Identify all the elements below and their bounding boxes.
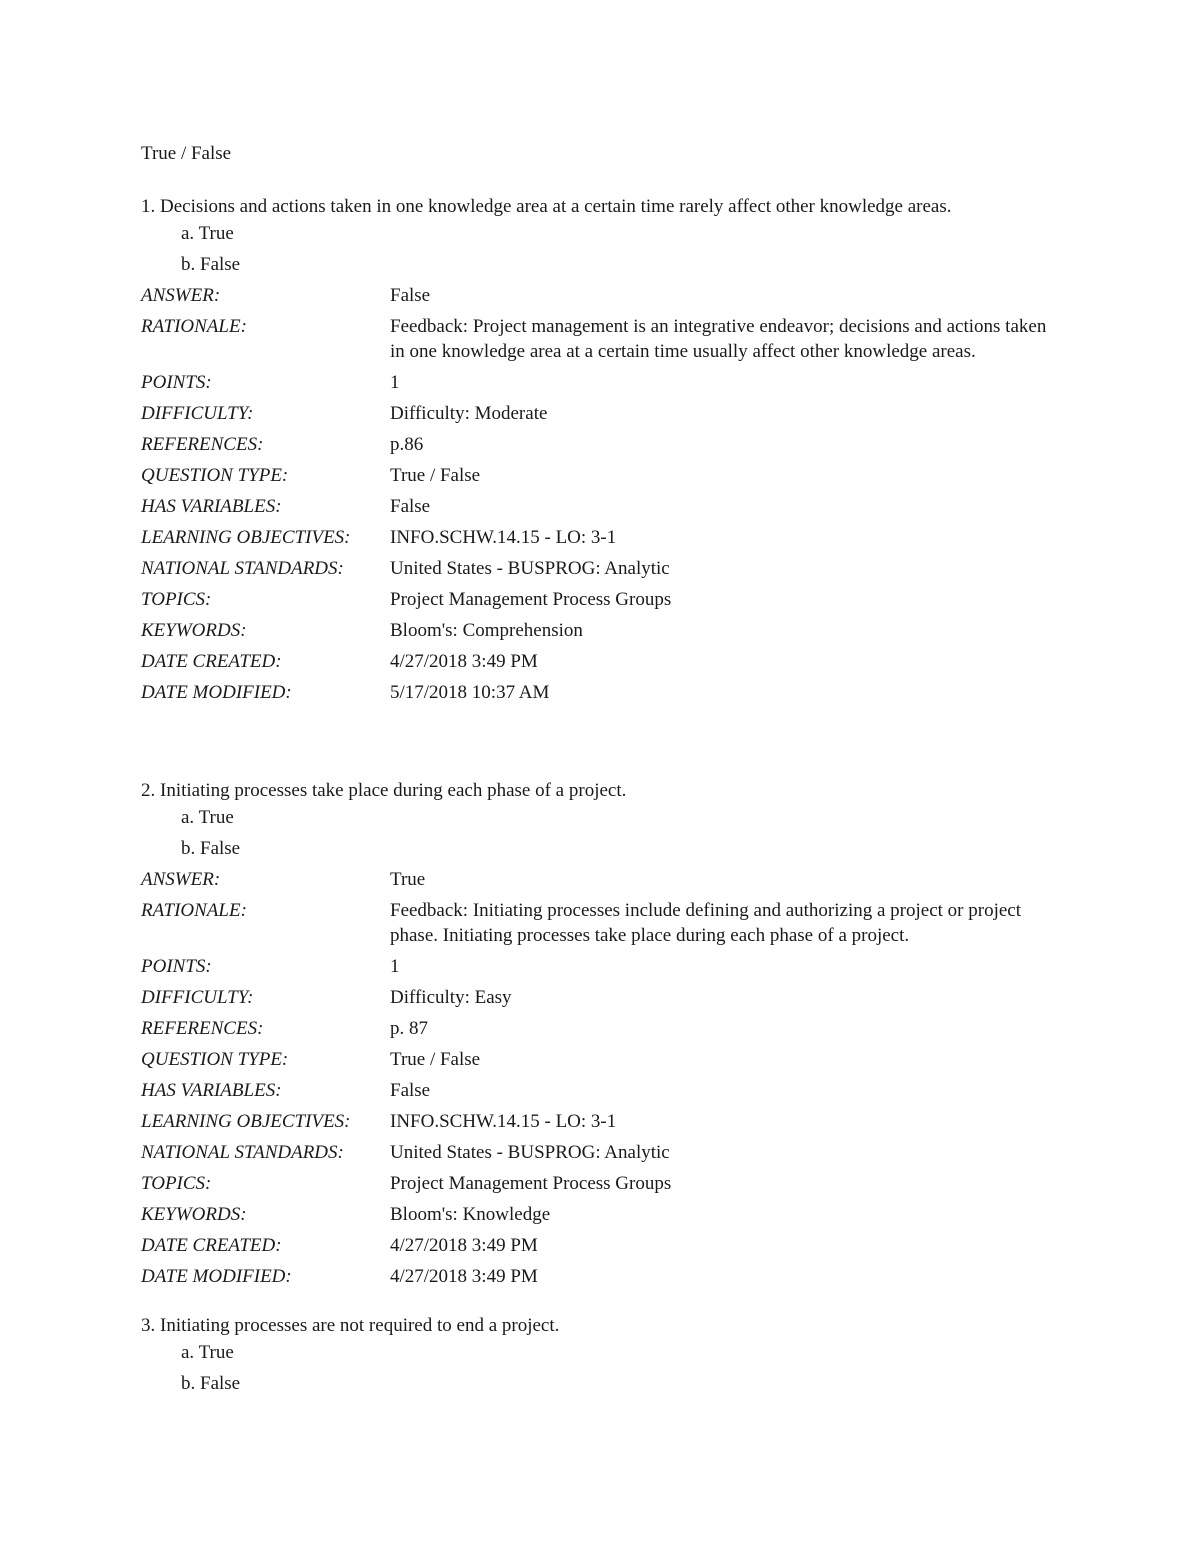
- date-modified-value: 4/27/2018 3:49 PM: [390, 1266, 538, 1287]
- question-type-value: True / False: [390, 1049, 481, 1070]
- date-created-label: DATE CREATED:: [141, 651, 282, 672]
- rationale-label: RATIONALE:: [141, 900, 247, 921]
- difficulty-value: Difficulty: Moderate: [390, 403, 548, 424]
- question-type-label: QUESTION TYPE:: [141, 465, 289, 486]
- points-label: POINTS:: [141, 956, 212, 977]
- topics-value: Project Management Process Groups: [390, 1173, 672, 1194]
- answer-label: ANSWER:: [141, 869, 221, 890]
- national-standards-value: United States - BUSPROG: Analytic: [390, 558, 670, 579]
- references-value: p.86: [390, 434, 424, 455]
- answer-label: ANSWER:: [141, 285, 221, 306]
- date-created-label: DATE CREATED:: [141, 1235, 282, 1256]
- question-text: 3. Initiating processes are not required to end a project.: [141, 1315, 560, 1336]
- points-value: 1: [390, 372, 400, 393]
- date-modified-value: 5/17/2018 10:37 AM: [390, 682, 550, 703]
- difficulty-value: Difficulty: Easy: [390, 987, 512, 1008]
- section-title: True / False: [141, 143, 232, 164]
- difficulty-label: DIFFICULTY:: [141, 403, 254, 424]
- points-value: 1: [390, 956, 400, 977]
- has-variables-label: HAS VARIABLES:: [141, 496, 282, 517]
- rationale-value: Feedback: Initiating processes include defining and authorizing a project or project phase. Initiating processes take place during each phase of a project.: [390, 900, 1022, 946]
- choice-b: b. False: [181, 838, 241, 859]
- rationale-value: Feedback: Project management is an integrative endeavor; decisions and actions taken in one knowledge area at a certain time usually affect other knowledge areas.: [390, 316, 1047, 362]
- question-text: 1. Decisions and actions taken in one knowledge area at a certain time rarely affect other knowledge areas.: [141, 196, 952, 217]
- answer-value: False: [390, 285, 431, 306]
- question-metadata: [141, 864, 1041, 1292]
- learning-objectives-label: LEARNING OBJECTIVES:: [141, 1111, 351, 1132]
- question-3: [141, 1313, 1041, 1399]
- date-modified-label: DATE MODIFIED:: [141, 682, 292, 703]
- national-standards-label: NATIONAL STANDARDS:: [141, 558, 344, 579]
- topics-label: TOPICS:: [141, 1173, 212, 1194]
- learning-objectives-label: LEARNING OBJECTIVES:: [141, 527, 351, 548]
- answer-choices: [141, 218, 1041, 280]
- national-standards-label: NATIONAL STANDARDS:: [141, 1142, 344, 1163]
- national-standards-value: United States - BUSPROG: Analytic: [390, 1142, 670, 1163]
- choice-a: a. True: [181, 807, 234, 828]
- keywords-value: Bloom's: Knowledge: [390, 1204, 551, 1225]
- rationale-label: RATIONALE:: [141, 316, 247, 337]
- question-metadata: [141, 280, 1047, 708]
- references-label: REFERENCES:: [141, 434, 264, 455]
- learning-objectives-value: INFO.SCHW.14.15 - LO: 3-1: [390, 1111, 617, 1132]
- question-2: [141, 778, 1041, 1292]
- question-text: 2. Initiating processes take place during each phase of a project.: [141, 780, 627, 801]
- keywords-label: KEYWORDS:: [141, 620, 247, 641]
- points-label: POINTS:: [141, 372, 212, 393]
- date-created-value: 4/27/2018 3:49 PM: [390, 651, 538, 672]
- difficulty-label: DIFFICULTY:: [141, 987, 254, 1008]
- question-type-label: QUESTION TYPE:: [141, 1049, 289, 1070]
- keywords-label: KEYWORDS:: [141, 1204, 247, 1225]
- references-label: REFERENCES:: [141, 1018, 264, 1039]
- references-value: p. 87: [390, 1018, 428, 1039]
- choice-b: b. False: [181, 1373, 241, 1394]
- topics-value: Project Management Process Groups: [390, 589, 672, 610]
- choice-a: a. True: [181, 223, 234, 244]
- has-variables-value: False: [390, 1080, 431, 1101]
- keywords-value: Bloom's: Comprehension: [390, 620, 583, 641]
- choice-b: b. False: [181, 254, 241, 275]
- date-modified-label: DATE MODIFIED:: [141, 1266, 292, 1287]
- topics-label: TOPICS:: [141, 589, 212, 610]
- answer-value: True: [390, 869, 426, 890]
- has-variables-label: HAS VARIABLES:: [141, 1080, 282, 1101]
- date-created-value: 4/27/2018 3:49 PM: [390, 1235, 538, 1256]
- learning-objectives-value: INFO.SCHW.14.15 - LO: 3-1: [390, 527, 617, 548]
- question-1: [141, 194, 1047, 708]
- has-variables-value: False: [390, 496, 431, 517]
- choice-a: a. True: [181, 1342, 234, 1363]
- question-type-value: True / False: [390, 465, 481, 486]
- answer-choices: [141, 802, 1041, 864]
- answer-choices: [141, 1337, 1041, 1399]
